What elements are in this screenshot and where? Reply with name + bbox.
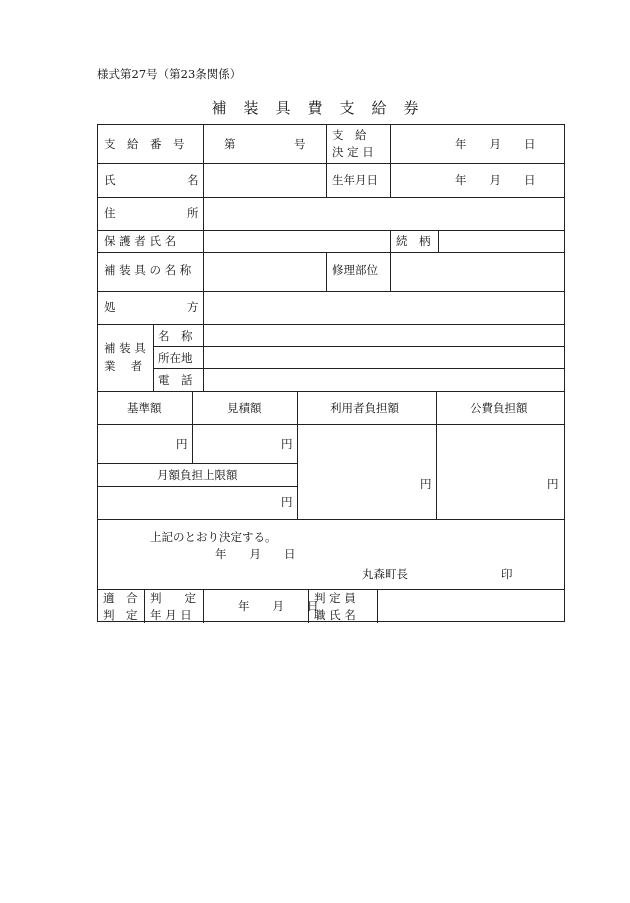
- prescription-label-2: 方: [187, 300, 199, 314]
- public-burden-yen: 円: [547, 477, 559, 491]
- repair-part-label: 修理部位: [332, 263, 378, 277]
- payment-number-label: 支 給 番 号: [104, 137, 185, 151]
- relationship-label: 続 柄: [396, 234, 431, 248]
- decision-date-label: 支 給: [332, 128, 367, 142]
- judge-label: 判 定 員: [314, 591, 356, 605]
- vendor-label-2: 業 者: [104, 359, 143, 373]
- user-burden-yen: 円: [420, 477, 432, 491]
- device-name-label: 補 装 具 の 名 称: [104, 263, 192, 277]
- birth-date-label: 生年月日: [332, 173, 378, 187]
- decision-statement: 上記のとおり決定する。: [150, 530, 277, 544]
- judgment-date-label: 判 定: [150, 591, 196, 605]
- decision-date-label-2: 決 定 日: [332, 145, 374, 159]
- estimate-yen: 円: [281, 437, 293, 451]
- payment-number-dai: 第: [224, 137, 236, 151]
- birth-date-value: 年 月 日: [455, 173, 536, 187]
- public-burden-header: 公費負担額: [470, 401, 528, 415]
- form-number: 様式第27号（第23条関係）: [97, 67, 242, 81]
- vendor-label: 補 装 具: [104, 341, 146, 355]
- suitability-label-2: 判 定: [103, 608, 138, 622]
- seal-mark: 印: [501, 567, 513, 581]
- decision-date-value: 年 月 日: [455, 137, 536, 151]
- judgment-date-label-2: 年 月 日: [150, 608, 192, 622]
- decision-statement-date: 年 月 日: [215, 547, 296, 561]
- vendor-name-label: 名 称: [158, 329, 193, 343]
- user-burden-header: 利用者負担額: [330, 401, 399, 415]
- guardian-name-label: 保 護 者 氏 名: [104, 234, 177, 248]
- base-amount-yen: 円: [176, 437, 188, 451]
- estimate-header: 見積額: [227, 401, 262, 415]
- payment-number-go: 号: [294, 137, 306, 151]
- monthly-cap-label: 月額負担上限額: [157, 468, 238, 482]
- address-label: 住: [104, 206, 116, 220]
- monthly-cap-yen: 円: [281, 495, 293, 509]
- name-label-2: 名: [187, 173, 199, 187]
- page-title: 補装具費支給券: [211, 99, 436, 117]
- prescription-label: 処: [104, 300, 116, 314]
- mayor-label: 丸森町長: [362, 567, 408, 581]
- name-label: 氏: [104, 173, 116, 187]
- vendor-address-label: 所在地: [158, 351, 193, 365]
- base-amount-header: 基準額: [127, 401, 162, 415]
- judge-label-2: 職 氏 名: [314, 608, 356, 622]
- suitability-label: 適 合: [103, 591, 138, 605]
- vendor-phone-label: 電 話: [158, 373, 193, 387]
- judgment-date-value: 年 月 日: [238, 599, 319, 613]
- address-label-2: 所: [187, 206, 199, 220]
